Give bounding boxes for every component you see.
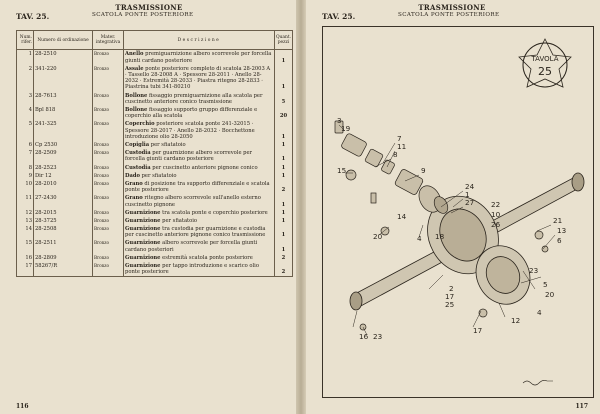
seal-number: 25 xyxy=(538,65,552,78)
table-row xyxy=(17,120,293,141)
callout-label: 17 xyxy=(445,292,455,301)
row-description xyxy=(124,50,275,65)
row-code: 28-2010 xyxy=(34,180,93,194)
row-quantity: 1 xyxy=(274,171,292,179)
row-num: 17 xyxy=(17,262,34,277)
right-tav-label: TAV. 25. xyxy=(322,12,356,21)
table-row xyxy=(17,141,293,149)
row-quantity: 2 xyxy=(274,253,292,261)
row-part-name: Custodia xyxy=(125,164,151,171)
row-description xyxy=(124,180,275,194)
row-material: Bronzo xyxy=(93,253,124,261)
callout-label: 22 xyxy=(491,200,501,209)
row-code: 28-3725 xyxy=(34,216,93,224)
callout-label: 12 xyxy=(511,316,521,325)
table-row xyxy=(17,225,293,239)
row-material: Bronzo xyxy=(93,225,124,239)
row-num: 13 xyxy=(17,216,34,224)
row-num: 9 xyxy=(17,171,34,179)
callout-label: 23 xyxy=(373,332,383,341)
row-material: Bronzo xyxy=(93,64,124,91)
row-code: 28-2015 xyxy=(34,208,93,216)
callout-label: 27 xyxy=(465,198,475,207)
table-row xyxy=(17,163,293,171)
row-quantity: 1 xyxy=(274,194,292,208)
right-section-title: TRASMISSIONE xyxy=(418,3,486,12)
header-description: Descrizione xyxy=(124,31,275,50)
row-material: Bronzo xyxy=(93,262,124,277)
row-code: 28-2511 xyxy=(34,239,93,253)
callout-label: 4 xyxy=(537,308,542,317)
row-num: 12 xyxy=(17,208,34,216)
row-description xyxy=(124,149,275,163)
row-part-detail: per sfiatatoio xyxy=(139,172,177,179)
row-description xyxy=(124,208,275,216)
callout-label: 5 xyxy=(543,280,548,289)
callout-label: 25 xyxy=(445,300,455,309)
row-code: Bpl 818 xyxy=(34,106,93,120)
row-description xyxy=(124,141,275,149)
row-part-name: Bollone xyxy=(125,106,148,113)
row-material: Bronzo xyxy=(93,194,124,208)
row-part-name: Custodia xyxy=(125,150,151,157)
row-part-detail: ritegno albero scorrevole sull'anello esterno cuscinetto pignone xyxy=(125,195,261,208)
callout-label: 19 xyxy=(341,124,351,133)
right-page-number: 117 xyxy=(575,403,588,410)
axle-exploded-drawing xyxy=(322,26,594,398)
row-material: Bronzo xyxy=(93,141,124,149)
row-material: Bronzo xyxy=(93,163,124,171)
table-row xyxy=(17,106,293,120)
callout-label: 6 xyxy=(557,236,562,245)
row-part-detail: fissaggio premiguarnizione alla scatola per cuscinetto anteriore conico trasmissione xyxy=(125,92,263,105)
row-part-name: Dado xyxy=(125,172,140,179)
pinion-parts xyxy=(341,133,451,216)
row-part-name: Assale xyxy=(125,65,144,72)
row-material: Bronzo xyxy=(93,91,124,105)
table-row xyxy=(17,149,293,163)
left-page-number: 116 xyxy=(16,403,29,410)
row-code: Cp 2530 xyxy=(34,141,93,149)
row-num: 1 xyxy=(17,50,34,65)
table-row xyxy=(17,208,293,216)
row-material: Bronzo xyxy=(93,171,124,179)
row-part-detail: ponte posteriore completo di scatola 28-2003 A · Tassello 28-2008 A · Spessore 28-2011 · Anello 28-2032 · Estremità 28-2033 · Piastra ritegno 28-2833 · Piastrina tubi 341-80210 xyxy=(125,65,271,91)
row-part-name: Bollone xyxy=(125,92,148,99)
table-row xyxy=(17,253,293,261)
row-num: 15 xyxy=(17,239,34,253)
row-quantity: 2 xyxy=(274,180,292,194)
callout-label: 2 xyxy=(449,284,454,293)
callout-label: 21 xyxy=(553,216,563,225)
row-code: 28-2510 xyxy=(34,50,93,65)
table-row xyxy=(17,180,293,194)
table-row xyxy=(17,171,293,179)
callout-label: 20 xyxy=(545,290,555,299)
header-quantity: Quant. pezzi xyxy=(274,31,292,50)
callout-label: 10 xyxy=(491,210,501,219)
row-quantity: 2 xyxy=(274,262,292,277)
row-part-detail: fissaggio supporto gruppo differenziale e coperchio alla scatola xyxy=(125,106,258,120)
row-part-name: Guarnizione xyxy=(125,217,161,224)
callout-label: 7 xyxy=(397,134,402,143)
callout-label: 15 xyxy=(337,166,347,175)
callout-label: 16 xyxy=(359,332,369,341)
table-row xyxy=(17,91,293,105)
row-num: 5 xyxy=(17,120,34,141)
row-part-detail: posteriore scatola ponte 241-32015 · Spessore 28-2017 · Anello 28-2032 · Bocchettone introduzione olio 28-2050 xyxy=(125,121,255,140)
row-description xyxy=(124,253,275,261)
row-num: 14 xyxy=(17,225,34,239)
left-tav-label: TAV. 25. xyxy=(16,12,50,21)
callout-label: 26 xyxy=(491,220,501,229)
row-material: Bronzo xyxy=(93,106,124,120)
callout-label: 11 xyxy=(397,142,407,151)
row-material: Bronzo xyxy=(93,120,124,141)
row-part-detail: tra custodia per guarnizione e custodia per cuscinetto anteriore pignone conico trasmissione xyxy=(125,226,266,239)
left-page xyxy=(0,0,298,414)
row-part-name: Grano xyxy=(125,180,143,187)
left-section-title: TRASMISSIONE xyxy=(115,3,183,12)
table-row xyxy=(17,194,293,208)
row-quantity: 1 xyxy=(274,163,292,171)
parts-table-body xyxy=(17,50,293,277)
row-description xyxy=(124,120,275,141)
row-num: 7 xyxy=(17,149,34,163)
callout-label: 9 xyxy=(421,166,426,175)
callout-label: 1 xyxy=(465,190,470,199)
row-quantity: 20 xyxy=(274,106,292,120)
row-code: 28-2809 xyxy=(34,253,93,261)
row-code: 27-2430 xyxy=(34,194,93,208)
row-num: 6 xyxy=(17,141,34,149)
row-code: 28-2509 xyxy=(34,149,93,163)
row-part-name: Anello xyxy=(125,51,144,58)
row-part-detail: per cuscinetto anteriore pignone conico xyxy=(150,164,258,171)
row-part-detail: tra scatola ponte e coperchio posteriore xyxy=(160,209,268,216)
row-description xyxy=(124,194,275,208)
tavola-seal xyxy=(519,39,571,87)
row-description xyxy=(124,216,275,224)
callout-label: 24 xyxy=(465,182,475,191)
row-code: 28-2523 xyxy=(34,163,93,171)
row-num: 2 xyxy=(17,64,34,91)
row-num: 16 xyxy=(17,253,34,261)
table-row xyxy=(17,50,293,65)
row-quantity: 1 xyxy=(274,225,292,239)
callout-label: 17 xyxy=(473,326,483,335)
row-code: 28-7613 xyxy=(34,91,93,105)
row-quantity: 1 xyxy=(274,141,292,149)
row-code: 341-220 xyxy=(34,64,93,91)
row-description xyxy=(124,106,275,120)
row-num: 3 xyxy=(17,91,34,105)
row-description xyxy=(124,91,275,105)
row-num: 11 xyxy=(17,194,34,208)
table-row xyxy=(17,262,293,277)
callout-label: 4 xyxy=(417,234,422,243)
row-num: 8 xyxy=(17,163,34,171)
row-part-detail: albero scorrevole per forcella giunti cardano posteriori xyxy=(125,240,258,253)
row-description xyxy=(124,225,275,239)
right-page xyxy=(304,0,600,414)
row-code: Dir 12 xyxy=(34,171,93,179)
row-description xyxy=(124,262,275,277)
row-code: 28-2508 xyxy=(34,225,93,239)
callout-label: 20 xyxy=(373,232,383,241)
row-num: 10 xyxy=(17,180,34,194)
row-part-name: Guarnizione xyxy=(125,240,161,247)
axle-drawing-svg xyxy=(323,27,593,397)
row-code: 241-325 xyxy=(34,120,93,141)
table-row xyxy=(17,239,293,253)
callout-label: 23 xyxy=(529,266,539,275)
row-part-name: Copiglia xyxy=(125,141,150,148)
callout-label: 14 xyxy=(397,212,407,221)
seal-word: TAVOLA xyxy=(531,55,559,63)
right-subtitle: SCATOLA PONTE POSTERIORE xyxy=(398,12,500,18)
row-quantity: 1 xyxy=(274,149,292,163)
header-code: Numero di ordinazione xyxy=(34,31,93,50)
row-part-name: Guarnizione xyxy=(125,209,161,216)
row-description xyxy=(124,171,275,179)
callout-label: 3 xyxy=(337,116,342,125)
callout-label: 18 xyxy=(435,232,445,241)
row-part-name: Coperchio xyxy=(125,121,155,128)
row-part-name: Guarnizione xyxy=(125,254,161,261)
header-material: Mater. integrativa xyxy=(93,31,124,50)
row-part-detail: per guarnizione albero scorrevole per forcella giunti cardano posteriore xyxy=(125,150,253,163)
row-quantity: 1 xyxy=(274,120,292,141)
row-part-name: Guarnizione xyxy=(125,226,161,233)
row-quantity: 1 xyxy=(274,64,292,91)
row-quantity: 1 xyxy=(274,50,292,65)
row-quantity: 1 xyxy=(274,239,292,253)
row-material: Bronzo xyxy=(93,208,124,216)
header-num: Num. rifer. xyxy=(17,31,34,50)
row-part-detail: di posizione tra supporto differenziale e scatola ponte posteriore xyxy=(125,180,270,194)
table-row xyxy=(17,64,293,91)
callout-label: 8 xyxy=(393,150,398,159)
row-material: Bronzo xyxy=(93,216,124,224)
parts-table xyxy=(16,30,293,277)
row-num: 4 xyxy=(17,106,34,120)
row-quantity: 5 xyxy=(274,91,292,105)
row-description xyxy=(124,239,275,253)
row-quantity: 1 xyxy=(274,208,292,216)
callout-label: 13 xyxy=(557,226,567,235)
row-material: Bronzo xyxy=(93,149,124,163)
row-quantity: 1 xyxy=(274,216,292,224)
row-material: Bronzo xyxy=(93,180,124,194)
row-part-detail: per tappo introduzione e scarico olio ponte posteriore xyxy=(125,263,259,276)
row-code: 58267/R xyxy=(34,262,93,277)
row-part-detail: per sfiatatoio xyxy=(160,217,198,224)
row-material: Bronzo xyxy=(93,50,124,65)
row-part-detail: premiguarnizione albero scorrevole per forcella giunti cardano posteriore xyxy=(125,51,272,64)
row-part-detail: estremità scatola ponte posteriore xyxy=(160,254,253,261)
row-description xyxy=(124,163,275,171)
row-part-detail: per sfiatatoio xyxy=(149,141,186,148)
row-part-name: Grano xyxy=(125,195,143,202)
row-material: Bronzo xyxy=(93,239,124,253)
left-subtitle: SCATOLA PONTE POSTERIORE xyxy=(92,12,194,18)
row-description xyxy=(124,64,275,91)
parts-table-header xyxy=(17,31,293,50)
table-row xyxy=(17,216,293,224)
row-part-name: Guarnizione xyxy=(125,263,161,270)
artist-signature xyxy=(523,380,553,385)
